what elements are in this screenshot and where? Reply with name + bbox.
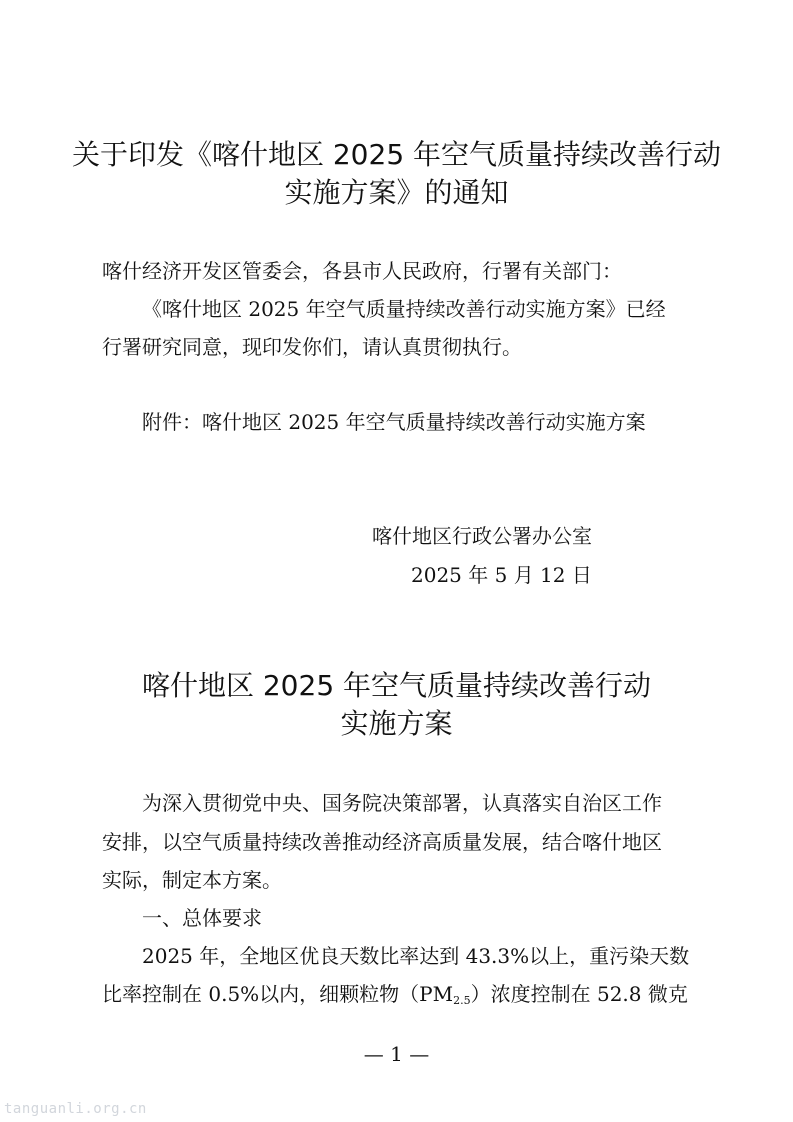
plan-title-line-2: 实施方案 — [340, 707, 453, 740]
section-body-line-2-end: ）浓度控制在 52.8 微克 — [470, 982, 688, 1006]
signature-date: 2025 年 5 月 12 日 — [411, 563, 592, 587]
section-body-line-2-start: 比率控制在 0.5%以内，细颗粒物（PM — [102, 982, 454, 1006]
section-heading-general-requirements: 一、总体要求 — [142, 906, 262, 930]
notice-body-line-2: 行署研究同意，现印发你们，请认真贯彻执行。 — [102, 335, 522, 359]
section-body-line-2 — [102, 975, 688, 1020]
plan-intro-line-3: 实际，制定本方案。 — [102, 868, 282, 892]
page-number: — 1 — — [363, 1042, 430, 1066]
plan-title — [60, 667, 733, 743]
plan-intro-line-1: 为深入贯彻党中央、国务院决策部署，认真落实自治区工作 — [142, 791, 662, 815]
notice-body-line-1: 《喀什地区 2025 年空气质量持续改善行动实施方案》已经 — [142, 297, 666, 321]
section-body-line-1: 2025 年，全地区优良天数比率达到 43.3%以上，重污染天数 — [142, 944, 690, 968]
pm25-subscript: 2.5 — [453, 994, 471, 1007]
plan-title-line-1: 喀什地区 2025 年空气质量持续改善行动 — [141, 669, 652, 702]
notice-title — [60, 136, 733, 212]
addressee: 喀什经济开发区管委会，各县市人民政府，行署有关部门： — [102, 259, 622, 283]
notice-title-line-1: 关于印发《喀什地区 2025 年空气质量持续改善行动 — [71, 138, 722, 171]
signature-organization: 喀什地区行政公署办公室 — [372, 524, 592, 548]
watermark: tanguanli.org.cn — [4, 1101, 147, 1117]
attachment-note: 附件：喀什地区 2025 年空气质量持续改善行动实施方案 — [142, 410, 646, 434]
notice-title-line-2: 实施方案》的通知 — [284, 176, 509, 209]
plan-intro-line-2: 安排，以空气质量持续改善推动经济高质量发展，结合喀什地区 — [102, 830, 662, 854]
